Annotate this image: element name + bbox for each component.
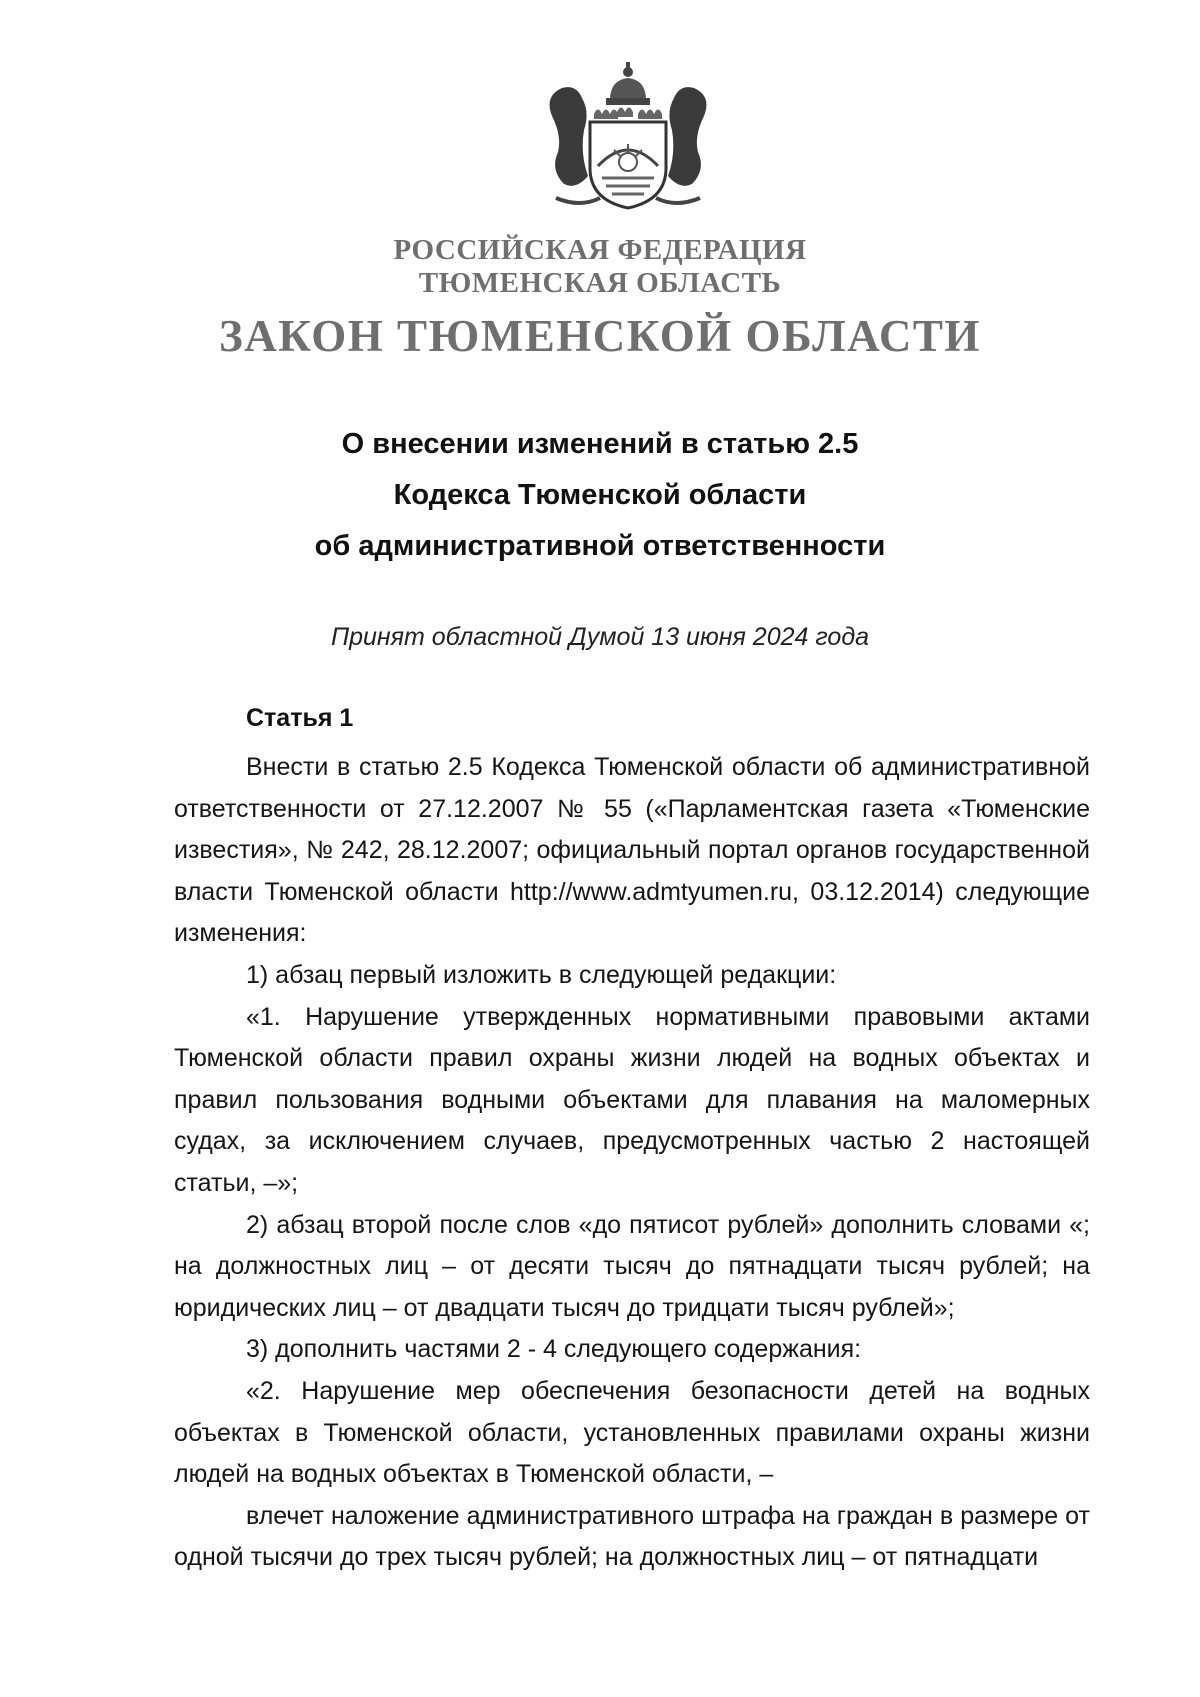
adoption-note: Принят областной Думой 13 июня 2024 года [330, 623, 870, 651]
article-paragraph: влечет наложение административного штрафа на граждан в размере от одной тысячи до трех тысяч рублей; на должностных лиц – от пятнадцати [174, 1501, 1090, 1572]
law-title-line-2: Кодекса Тюменской области [393, 479, 807, 511]
coat-of-arms-icon [540, 58, 716, 212]
article-paragraph: «1. Нарушение утвержденных нормативными правовыми актами Тюменской области правил охраны жизни людей на водных объектах и правил пользования водными объектами для плавания на маломерных судах, за исключением случаев, предусмотренных частью 2 настоящей статьи, –»; [174, 1002, 1090, 1197]
article-paragraph: Внести в статью 2.5 Кодекса Тюменской области об административной ответственности от 27.12.2007 № 55 («Парламентская газета «Тюменские известия», № 242, 28.12.2007; официальный портал органов государственной власти Тюменской области http://www.admtyumen.ru, 03.12.2014) следующие изменения: [174, 753, 1090, 948]
law-title-line-1: О внесении изменений в статью 2.5 [341, 428, 859, 460]
article-paragraph: 3) дополнить частями 2 - 4 следующего содержания: [246, 1335, 862, 1364]
country-heading: РОССИЙСКАЯ ФЕДЕРАЦИЯ [393, 234, 807, 266]
region-heading: ТЮМЕНСКАЯ ОБЛАСТЬ [418, 267, 782, 299]
article-heading: Статья 1 [246, 704, 354, 732]
article-body [174, 747, 1090, 1579]
article-paragraph: «2. Нарушение мер обеспечения безопасности детей на водных объектах в Тюменской области, установленных правилами охраны жизни людей на водных объектах в Тюменской области, – [174, 1376, 1090, 1489]
article-paragraph: 1) абзац первый изложить в следующей редакции: [246, 960, 837, 989]
document-type-heading: ЗАКОН ТЮМЕНСКОЙ ОБЛАСТИ [219, 311, 981, 361]
article-paragraph: 2) абзац второй после слов «до пятисот рублей» дополнить словами «; на должностных лиц – от десяти тысяч до пятнадцати тысяч рублей; на юридических лиц – от двадцати тысяч до тридцати тысяч рублей»; [174, 1210, 1090, 1322]
law-title-line-3: об административной ответственности [314, 530, 886, 562]
